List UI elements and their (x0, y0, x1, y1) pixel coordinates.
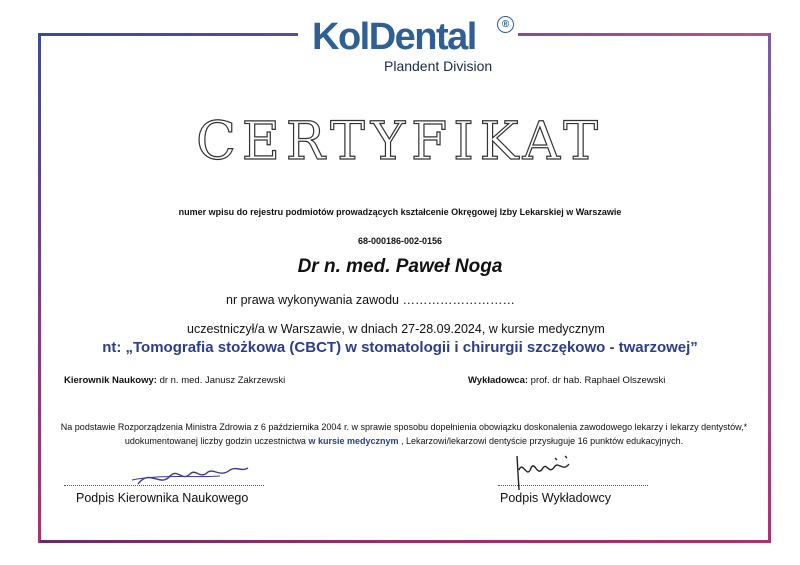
participation-line: uczestniczył/a w Warszawie, w dniach 27-28.09.2024, w kursie medycznym (187, 322, 605, 336)
registry-number: 68-000186-002-0156 (357, 236, 443, 246)
legal-text-part2: , Lekarzowi/lekarzowi dentyście przysługuje 16 punktów edukacyjnych. (398, 436, 684, 446)
legal-highlight: w kursie medycznym (308, 436, 399, 446)
registered-mark: ® (497, 16, 514, 33)
logo-division: Plandent Division (384, 58, 493, 74)
recipient-name: Dr n. med. Paweł Noga (297, 256, 503, 277)
right-signature-line (498, 485, 648, 487)
lecturer (468, 375, 665, 386)
frame-bottom-border (40, 540, 770, 543)
left-signature-label: Podpis Kierownika Naukowego (76, 491, 249, 505)
lecturer-label: Wykładowca: (468, 375, 529, 386)
lecturer-name: prof. dr hab. Raphael Olszewski (530, 375, 666, 386)
course-topic: nt: „Tomografia stożkowa (CBCT) w stomatologii i chirurgii szczękowo - twarzowej” (102, 339, 698, 356)
certificate-title: CERTYFIKAT (196, 112, 604, 172)
company-logo: KolDental (312, 16, 476, 58)
registry-text: numer wpisu do rejestru podmiotów prowadzących kształcenie Okręgowej Izby Lekarskiej w Warszawie (178, 207, 622, 217)
legal-text-part1: Na podstawie Rozporządzenia Ministra Zdrowia z 6 października 2004 r. w sprawie sposobu dopełnienia obowiązku doskonalenia zawodowego lekarzy i lekarzy dentystów,* udokumentowanej liczby godzin uczestnictwa (60, 422, 748, 446)
frame-right-border (768, 33, 771, 543)
scientific-head-label: Kierownik Naukowy: (64, 375, 157, 386)
frame-left-border (38, 33, 41, 543)
right-signature-label: Podpis Wykładowcy (500, 491, 612, 505)
right-handwritten-signature (505, 450, 585, 494)
scientific-head-name: dr n. med. Janusz Zakrzewski (159, 375, 286, 386)
scientific-head (64, 375, 285, 386)
legal-notice (54, 420, 754, 448)
licence-number-line: nr prawa wykonywania zawodu ……………………… (226, 293, 515, 307)
left-signature-line (64, 485, 264, 487)
